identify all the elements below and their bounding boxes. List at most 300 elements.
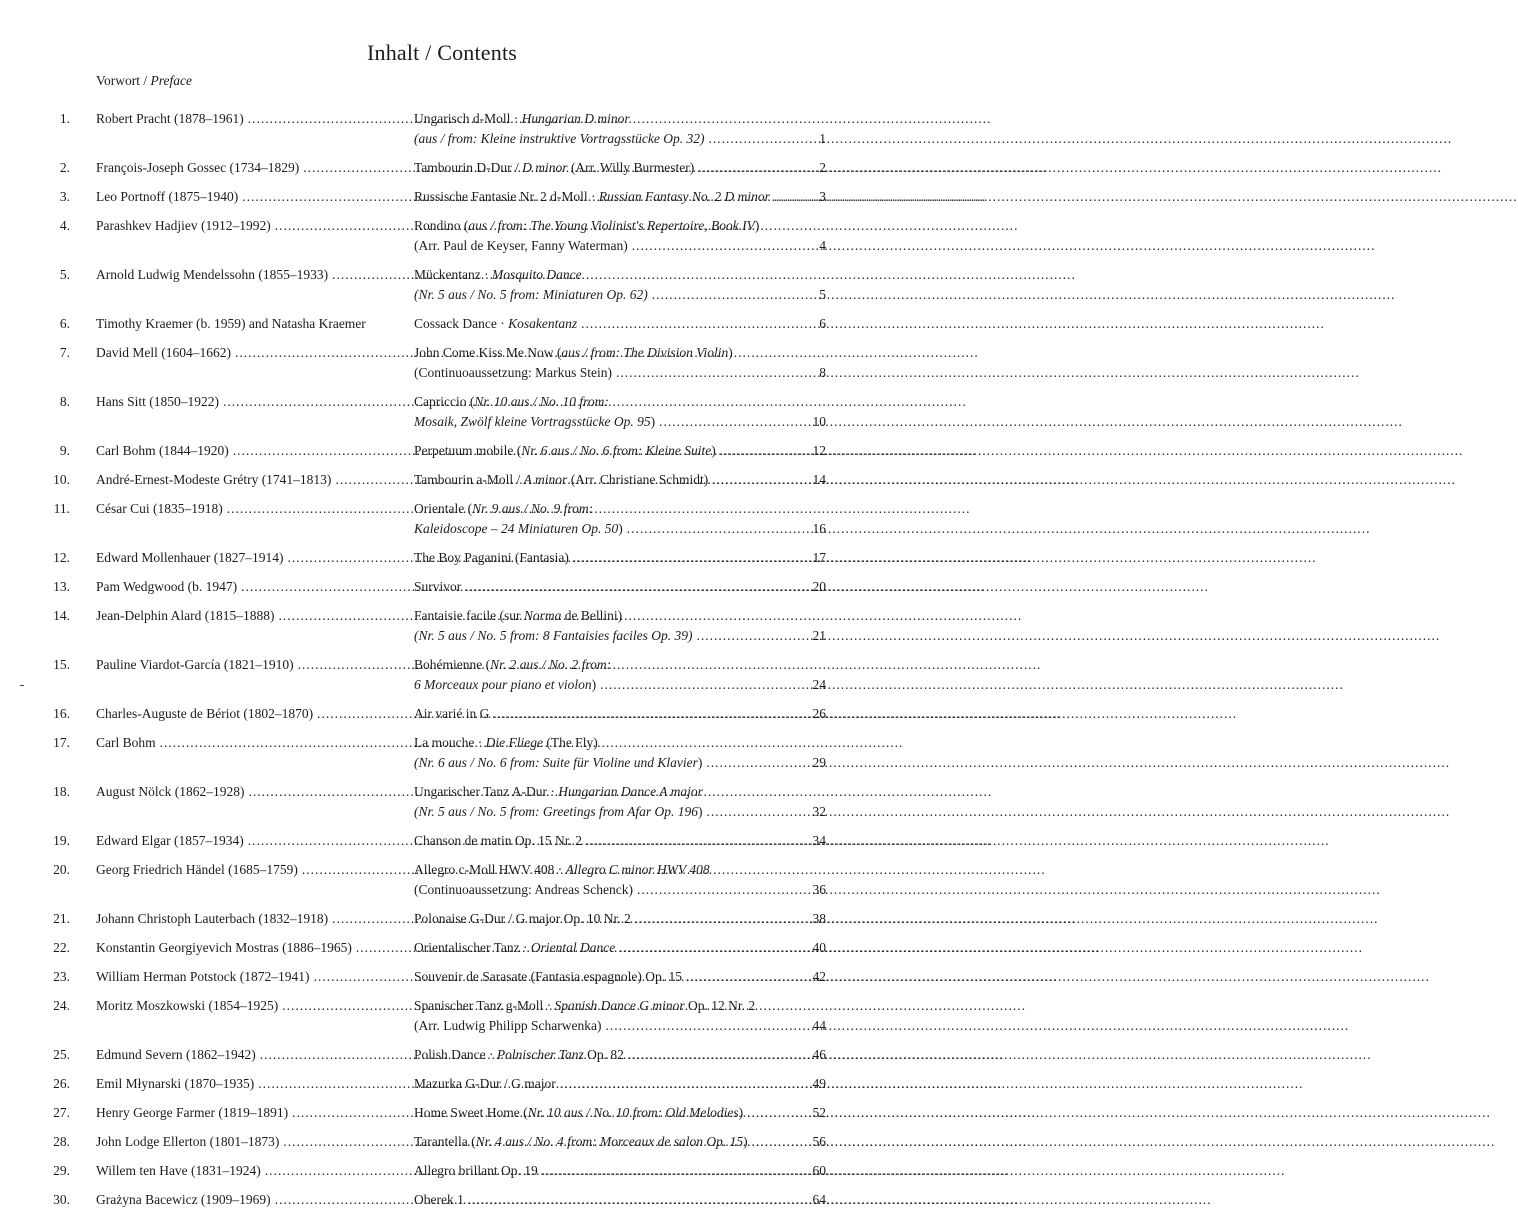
work-title — [414, 363, 612, 383]
work-text: Cossack Dance · — [414, 316, 509, 331]
page-number: 29 — [812, 755, 826, 770]
dot-leader — [160, 733, 904, 753]
composer-name: Parashkev Hadjiev (1912–1992) — [96, 218, 271, 233]
contents-entry[interactable] — [0, 733, 884, 773]
composer-cell — [96, 704, 412, 724]
composer-name: André-Ernest-Modeste Grétry (1741–1813) — [96, 472, 332, 487]
dot-leader — [600, 675, 808, 695]
contents-entry[interactable] — [0, 470, 884, 490]
work-text: Op. 82 — [583, 1047, 624, 1062]
work-text-italic: Nr. 10 aus / No. 10 from: — [474, 394, 609, 409]
composer-cell — [96, 392, 412, 412]
preface-label-en: Preface — [150, 73, 192, 88]
work-text: Souvenir de Sarasate (Fantasia espagnole) Op. 15 — [414, 969, 683, 984]
work-line — [414, 802, 826, 822]
contents-entry[interactable] — [0, 1161, 884, 1181]
entry-number: 26. — [53, 1076, 70, 1091]
work-title — [414, 675, 596, 695]
contents-entry[interactable] — [0, 1190, 884, 1210]
work-text-italic: Norma — [523, 608, 562, 623]
work-text: Rondino ( — [414, 218, 469, 233]
work-text: (Arr. Willy Burmester) — [567, 160, 695, 175]
work-text-italic: Hungarian D minor — [521, 111, 630, 126]
composer-name: Edward Mollenhauer (1827–1914) — [96, 550, 284, 565]
dot-leader — [707, 802, 809, 822]
work-text-italic: (Nr. 6 aus / No. 6 from: Suite für Violine und Klavier — [414, 755, 698, 770]
dot-leader — [235, 343, 979, 363]
dot-leader — [581, 314, 810, 334]
entry-number: 22. — [53, 940, 70, 955]
work-text: ) — [591, 677, 597, 692]
entry-number: 18. — [53, 784, 70, 799]
work-text: ) — [743, 1134, 748, 1149]
work-text: Allegro c-Moll HWV 408 · — [414, 862, 566, 877]
dot-leader — [282, 996, 1026, 1016]
work-text-italic: Mosquito Dance — [491, 267, 582, 282]
work-text: de Bellini) — [561, 608, 623, 623]
page-number: 42 — [812, 969, 826, 984]
entry-number: 5. — [59, 267, 70, 282]
contents-entry[interactable] — [0, 499, 884, 539]
contents-entry[interactable] — [0, 909, 884, 929]
composer-cell — [96, 158, 412, 178]
composer-name: Arnold Ludwig Mendelssohn (1855–1933) — [96, 267, 329, 282]
work-text-italic: Nr. 6 aus / No. 6 from: Kleine Suite — [521, 443, 712, 458]
composer-cell — [96, 577, 412, 597]
work-title — [414, 626, 693, 646]
dot-leader — [278, 606, 1022, 626]
margin-mark — [20, 685, 24, 686]
composer-cell — [96, 831, 412, 851]
entry-number: 2. — [59, 160, 70, 175]
composer-cell — [96, 1190, 412, 1210]
contents-entry[interactable] — [0, 158, 884, 178]
preface-entry[interactable] — [96, 73, 192, 89]
composer-name: Jean-Delphin Alard (1815–1888) — [96, 608, 275, 623]
dot-leader — [332, 265, 1076, 285]
dot-leader — [627, 519, 809, 539]
work-text-italic: Spanish Dance G minor — [554, 998, 685, 1013]
work-text-italic: (aus / from: Kleine instruktive Vortragsstücke Op. 32) — [414, 131, 705, 146]
dot-leader — [706, 753, 808, 773]
work-line — [414, 363, 826, 383]
work-title — [414, 285, 648, 305]
work-text: (Arr. Ludwig Philipp Scharwenka) — [414, 1018, 602, 1033]
composer-name: William Herman Potstock (1872–1941) — [96, 969, 310, 984]
work-text-italic: Polnischer Tanz — [496, 1047, 584, 1062]
composer-cell — [96, 1132, 412, 1152]
entry-number: 6. — [59, 316, 70, 331]
work-text: Air varié in G — [414, 706, 490, 721]
composer-cell — [96, 655, 412, 675]
composer-cell — [96, 606, 412, 626]
composer-name: Robert Pracht (1878–1961) — [96, 111, 244, 126]
entry-number: 13. — [53, 579, 70, 594]
work-text: John Come Kiss Me Now ( — [414, 345, 562, 360]
dot-leader — [287, 548, 1031, 568]
composer-name: Edmund Severn (1862–1942) — [96, 1047, 256, 1062]
work-line — [414, 314, 826, 334]
composer-name: Timothy Kraemer (b. 1959) and Natasha Kraemer — [96, 316, 366, 331]
page-number: 64 — [812, 1192, 826, 1207]
dot-leader — [265, 1161, 1009, 1181]
work-text: Op. 12 Nr. 2 — [684, 998, 756, 1013]
work-text: Perpetuum mobile ( — [414, 443, 522, 458]
work-text-italic: Nr. 4 aus / No. 4 from: Morceaux de salon Op. 15 — [475, 1134, 744, 1149]
entry-number: 11. — [53, 501, 70, 516]
composer-cell — [96, 1161, 412, 1181]
entry-number: 3. — [59, 189, 70, 204]
composer-cell — [96, 782, 412, 802]
dot-leader — [697, 626, 809, 646]
page-number: 34 — [812, 833, 826, 848]
composer-cell — [96, 967, 412, 987]
work-text-italic: (Nr. 5 aus / No. 5 from: 8 Fantaisies faciles Op. 39) — [414, 628, 693, 643]
composer-cell — [96, 216, 412, 236]
composer-name: Edward Elgar (1857–1934) — [96, 833, 244, 848]
contents-entry[interactable] — [0, 860, 884, 900]
composer-name: Pauline Viardot-García (1821–1910) — [96, 657, 294, 672]
dot-leader — [303, 158, 1047, 178]
work-text: (Arr. Christiane Schmidt) — [567, 472, 709, 487]
contents-entry[interactable] — [0, 577, 884, 597]
contents-entry[interactable] — [0, 187, 884, 207]
page-number: 4 — [819, 238, 826, 253]
contents-entry[interactable] — [0, 1074, 884, 1094]
work-text-italic: Allegro C minor HWV 408 — [565, 862, 710, 877]
page-number: 26 — [812, 706, 826, 721]
entry-number: 7. — [59, 345, 70, 360]
contents-entry[interactable] — [0, 441, 884, 461]
work-text: Orientalischer Tanz · — [414, 940, 531, 955]
work-text: ) — [697, 755, 703, 770]
contents-entry[interactable] — [0, 109, 884, 149]
dot-leader — [233, 441, 977, 461]
work-text: ) — [754, 218, 760, 233]
composer-name: Moritz Moszkowski (1854–1925) — [96, 998, 279, 1013]
composer-cell — [96, 470, 412, 490]
work-text: (Continuoaussetzung: Andreas Schenck) — [414, 882, 633, 897]
entry-number: 9. — [59, 443, 70, 458]
dot-leader — [275, 1190, 1019, 1210]
work-line — [414, 880, 826, 900]
work-line — [414, 519, 826, 539]
work-text: Home Sweet Home ( — [414, 1105, 528, 1120]
entry-number: 21. — [53, 911, 70, 926]
contents-entry[interactable] — [0, 606, 884, 646]
work-text-italic: Nr. 10 aus / No. 10 from: Old Melodies — [527, 1105, 739, 1120]
dot-leader — [248, 831, 992, 851]
work-text: Ungarischer Tanz A-Dur · — [414, 784, 559, 799]
page-number: 32 — [812, 804, 826, 819]
page-number: 36 — [812, 882, 826, 897]
page-number: 6 — [819, 316, 826, 331]
dot-leader — [258, 1074, 1002, 1094]
contents-entry[interactable] — [0, 216, 884, 256]
entry-number: 30. — [53, 1192, 70, 1207]
work-title — [414, 802, 703, 822]
work-line — [414, 626, 826, 646]
contents-entry[interactable] — [0, 548, 884, 568]
dot-leader — [314, 967, 1058, 987]
work-text-italic: 6 Morceaux pour piano et violon — [414, 677, 592, 692]
composer-name: Leo Portnoff (1875–1940) — [96, 189, 239, 204]
work-text: The Boy Paganini (Fantasia) — [414, 550, 569, 565]
page-title: Inhalt / Contents — [366, 40, 518, 65]
contents-entry[interactable] — [0, 1132, 884, 1152]
contents-entry[interactable] — [0, 1103, 884, 1123]
work-line — [414, 1016, 826, 1036]
contents-entry[interactable] — [0, 1045, 884, 1065]
work-text-italic: Nr. 9 aus / No. 9 from: — [472, 501, 594, 516]
entry-number: 24. — [53, 998, 70, 1013]
composer-cell — [96, 441, 412, 461]
work-line — [414, 285, 826, 305]
work-line — [414, 675, 826, 695]
composer-cell — [96, 499, 412, 519]
dot-leader — [302, 860, 1046, 880]
work-text: Orientale ( — [414, 501, 473, 516]
composer-cell — [96, 265, 412, 285]
contents-list — [0, 109, 884, 1219]
page-number: 5 — [819, 287, 826, 302]
work-text-italic: Russian Fantasy No. 2 D minor — [598, 189, 770, 204]
work-text: ) — [618, 521, 623, 536]
page-number: 21 — [812, 628, 826, 643]
composer-name: John Lodge Ellerton (1801–1873) — [96, 1134, 280, 1149]
entry-number: 19. — [53, 833, 70, 848]
work-text-italic: aus / from: The Division Violin — [561, 345, 729, 360]
contents-entry[interactable] — [0, 314, 884, 334]
contents-entry[interactable] — [0, 996, 884, 1036]
work-text: ) — [728, 345, 733, 360]
work-text: ) — [738, 1105, 744, 1120]
dot-leader — [652, 285, 810, 305]
dot-leader — [616, 363, 810, 383]
work-text: La mouche · — [414, 735, 486, 750]
contents-entry[interactable] — [0, 967, 884, 987]
composer-cell — [96, 860, 412, 880]
entry-number: 4. — [59, 218, 70, 233]
composer-name: François-Joseph Gossec (1734–1829) — [96, 160, 300, 175]
composer-name: David Mell (1604–1662) — [96, 345, 231, 360]
page-number: 49 — [812, 1076, 826, 1091]
composer-cell — [96, 109, 412, 129]
contents-entry[interactable] — [0, 938, 884, 958]
work-text: Russische Fantasie Nr. 2 d-Moll · — [414, 189, 599, 204]
dot-leader — [659, 412, 808, 432]
entry-number: 28. — [53, 1134, 70, 1149]
entry-number: 12. — [53, 550, 70, 565]
work-text-italic: Nr. 2 aus / No. 2 from: — [490, 657, 612, 672]
work-text-italic: Hungarian Dance A major — [558, 784, 703, 799]
composer-name: Emil Młynarski (1870–1935) — [96, 1076, 255, 1091]
composer-cell — [96, 909, 412, 929]
work-text: (Continuoaussetzung: Markus Stein) — [414, 365, 612, 380]
page-number: 12 — [812, 443, 826, 458]
composer-name: Charles-Auguste de Bériot (1802–1870) — [96, 706, 314, 721]
entry-number: 10. — [53, 472, 70, 487]
contents-entry[interactable] — [0, 343, 884, 383]
page-number: 14 — [812, 472, 826, 487]
work-title — [414, 314, 577, 334]
work-line — [414, 753, 826, 773]
dot-leader — [335, 470, 1079, 490]
dot-leader — [223, 392, 967, 412]
work-title — [414, 1016, 601, 1036]
page-number: 16 — [812, 521, 826, 536]
work-title — [414, 753, 702, 773]
entry-number: 29. — [53, 1163, 70, 1178]
work-text-italic: Die Fliege — [485, 735, 543, 750]
composer-cell — [96, 343, 412, 363]
page-number: 56 — [812, 1134, 826, 1149]
composer-name: Grażyna Bacewicz (1909–1969) — [96, 1192, 271, 1207]
work-text: Tarantella ( — [414, 1134, 476, 1149]
dot-leader — [708, 129, 810, 149]
composer-name: Konstantin Georgiyevich Mostras (1886–1965) — [96, 940, 352, 955]
page-number: 1 — [819, 131, 826, 146]
composer-cell — [96, 733, 412, 753]
work-text: Survivor — [414, 579, 462, 594]
composer-name: August Nölck (1862–1928) — [96, 784, 245, 799]
work-text: Spanischer Tanz g-Moll · — [414, 998, 555, 1013]
composer-name: Carl Bohm (1844–1920) — [96, 443, 229, 458]
composer-cell — [96, 1103, 412, 1123]
page-number: 20 — [812, 579, 826, 594]
entry-number: 20. — [53, 862, 70, 877]
work-title — [414, 129, 704, 149]
work-text: Tambourin D-Dur / — [414, 160, 523, 175]
entry-number: 14. — [53, 608, 70, 623]
composer-name: Henry George Farmer (1819–1891) — [96, 1105, 289, 1120]
work-text: Fantaisie facile (sur — [414, 608, 524, 623]
work-text: (The Fly) — [542, 735, 598, 750]
work-text: ) — [698, 804, 703, 819]
dot-leader — [241, 577, 985, 597]
composer-name: Pam Wedgwood (b. 1947) — [96, 579, 238, 594]
entry-number: 23. — [53, 969, 70, 984]
dot-leader — [275, 216, 1019, 236]
work-text: Polish Dance · — [414, 1047, 497, 1062]
page-number: 8 — [819, 365, 826, 380]
work-cell — [414, 314, 826, 334]
entry-number: 8. — [59, 394, 70, 409]
composer-cell — [96, 938, 412, 958]
work-text-italic: D minor — [522, 160, 568, 175]
work-text-italic: Oriental Dance — [530, 940, 616, 955]
work-text-italic: aus / from: The Young Violinist's Repertoire, Book IV — [468, 218, 755, 233]
work-text: Chanson de matin Op. 15 Nr. 2 — [414, 833, 582, 848]
work-text-italic: (Nr. 5 aus / No. 5 from: Greetings from Afar Op. 196 — [414, 804, 699, 819]
composer-cell — [96, 187, 412, 207]
composer-name: César Cui (1835–1918) — [96, 501, 223, 516]
composer-name: Willem ten Have (1831–1924) — [96, 1163, 261, 1178]
composer-cell — [96, 314, 412, 334]
contents-entry[interactable] — [0, 265, 884, 305]
entry-number: 15. — [53, 657, 70, 672]
work-text-italic: Kaleidoscope – 24 Miniaturen Op. 50 — [414, 521, 619, 536]
dot-leader — [260, 1045, 1004, 1065]
composer-cell — [96, 1074, 412, 1094]
composer-name: Carl Bohm — [96, 735, 156, 750]
composer-name: Johann Christoph Lauterbach (1832–1918) — [96, 911, 329, 926]
dot-leader — [249, 782, 993, 802]
dot-leader — [632, 236, 810, 256]
contents-entry[interactable] — [0, 704, 884, 724]
composer-name: Georg Friedrich Händel (1685–1759) — [96, 862, 298, 877]
page-number: 44 — [812, 1018, 826, 1033]
dot-leader — [332, 909, 1076, 929]
dot-leader — [248, 109, 992, 129]
work-text: Tambourin a-Moll / — [414, 472, 524, 487]
work-line — [414, 236, 826, 256]
page-number: 10 — [812, 414, 826, 429]
dot-leader — [637, 880, 809, 900]
work-text: Polonaise G-Dur / G major Op. 10 Nr. 2 — [414, 911, 631, 926]
work-title — [414, 412, 655, 432]
work-text-italic: Kosakentanz — [508, 316, 578, 331]
page-number: 3 — [819, 189, 826, 204]
work-text: Capriccio ( — [414, 394, 475, 409]
entry-number: 1. — [59, 111, 70, 126]
work-text: Allegro brillant Op. 19 — [414, 1163, 538, 1178]
work-text: Ungarisch d-Moll · — [414, 111, 522, 126]
work-title — [414, 236, 628, 256]
dot-leader — [298, 655, 1042, 675]
entry-number: 17. — [53, 735, 70, 750]
work-text: Oberek 1 — [414, 1192, 464, 1207]
work-title — [414, 519, 623, 539]
page-number: 40 — [812, 940, 826, 955]
entry-number: 27. — [53, 1105, 70, 1120]
page-number: 60 — [812, 1163, 826, 1178]
dot-leader — [283, 1132, 1027, 1152]
page-number: 2 — [819, 160, 826, 175]
page-number: 17 — [812, 550, 826, 565]
work-text: ) — [650, 414, 656, 429]
work-line — [414, 412, 826, 432]
dot-leader — [356, 938, 1100, 958]
page-number: 24 — [812, 677, 826, 692]
composer-cell — [96, 1045, 412, 1065]
work-line — [414, 129, 826, 149]
preface-label-de: Vorwort / — [96, 73, 151, 88]
entry-number: 25. — [53, 1047, 70, 1062]
work-text: Mazurka G-Dur / G major — [414, 1076, 556, 1091]
dot-leader — [292, 1103, 1036, 1123]
contents-entry[interactable] — [0, 782, 884, 822]
composer-name: Hans Sitt (1850–1922) — [96, 394, 219, 409]
dot-leader — [242, 187, 986, 207]
dot-leader — [317, 704, 1061, 724]
work-text-italic: Mosaik, Zwölf kleine Vortragsstücke Op. 95 — [414, 414, 651, 429]
page-number: 52 — [812, 1105, 826, 1120]
page-number: 38 — [812, 911, 826, 926]
contents-entry[interactable] — [0, 655, 884, 695]
composer-cell — [96, 996, 412, 1016]
contents-entry[interactable] — [0, 392, 884, 432]
page-number: 46 — [812, 1047, 826, 1062]
contents-entry[interactable] — [0, 831, 884, 851]
composer-cell — [96, 548, 412, 568]
work-text-italic: (Nr. 5 aus / No. 5 from: Miniaturen Op. 62) — [414, 287, 648, 302]
work-text: Mückentanz · — [414, 267, 492, 282]
entry-number: 16. — [53, 706, 70, 721]
dot-leader — [605, 1016, 808, 1036]
dot-leader — [227, 499, 971, 519]
work-title — [414, 880, 633, 900]
